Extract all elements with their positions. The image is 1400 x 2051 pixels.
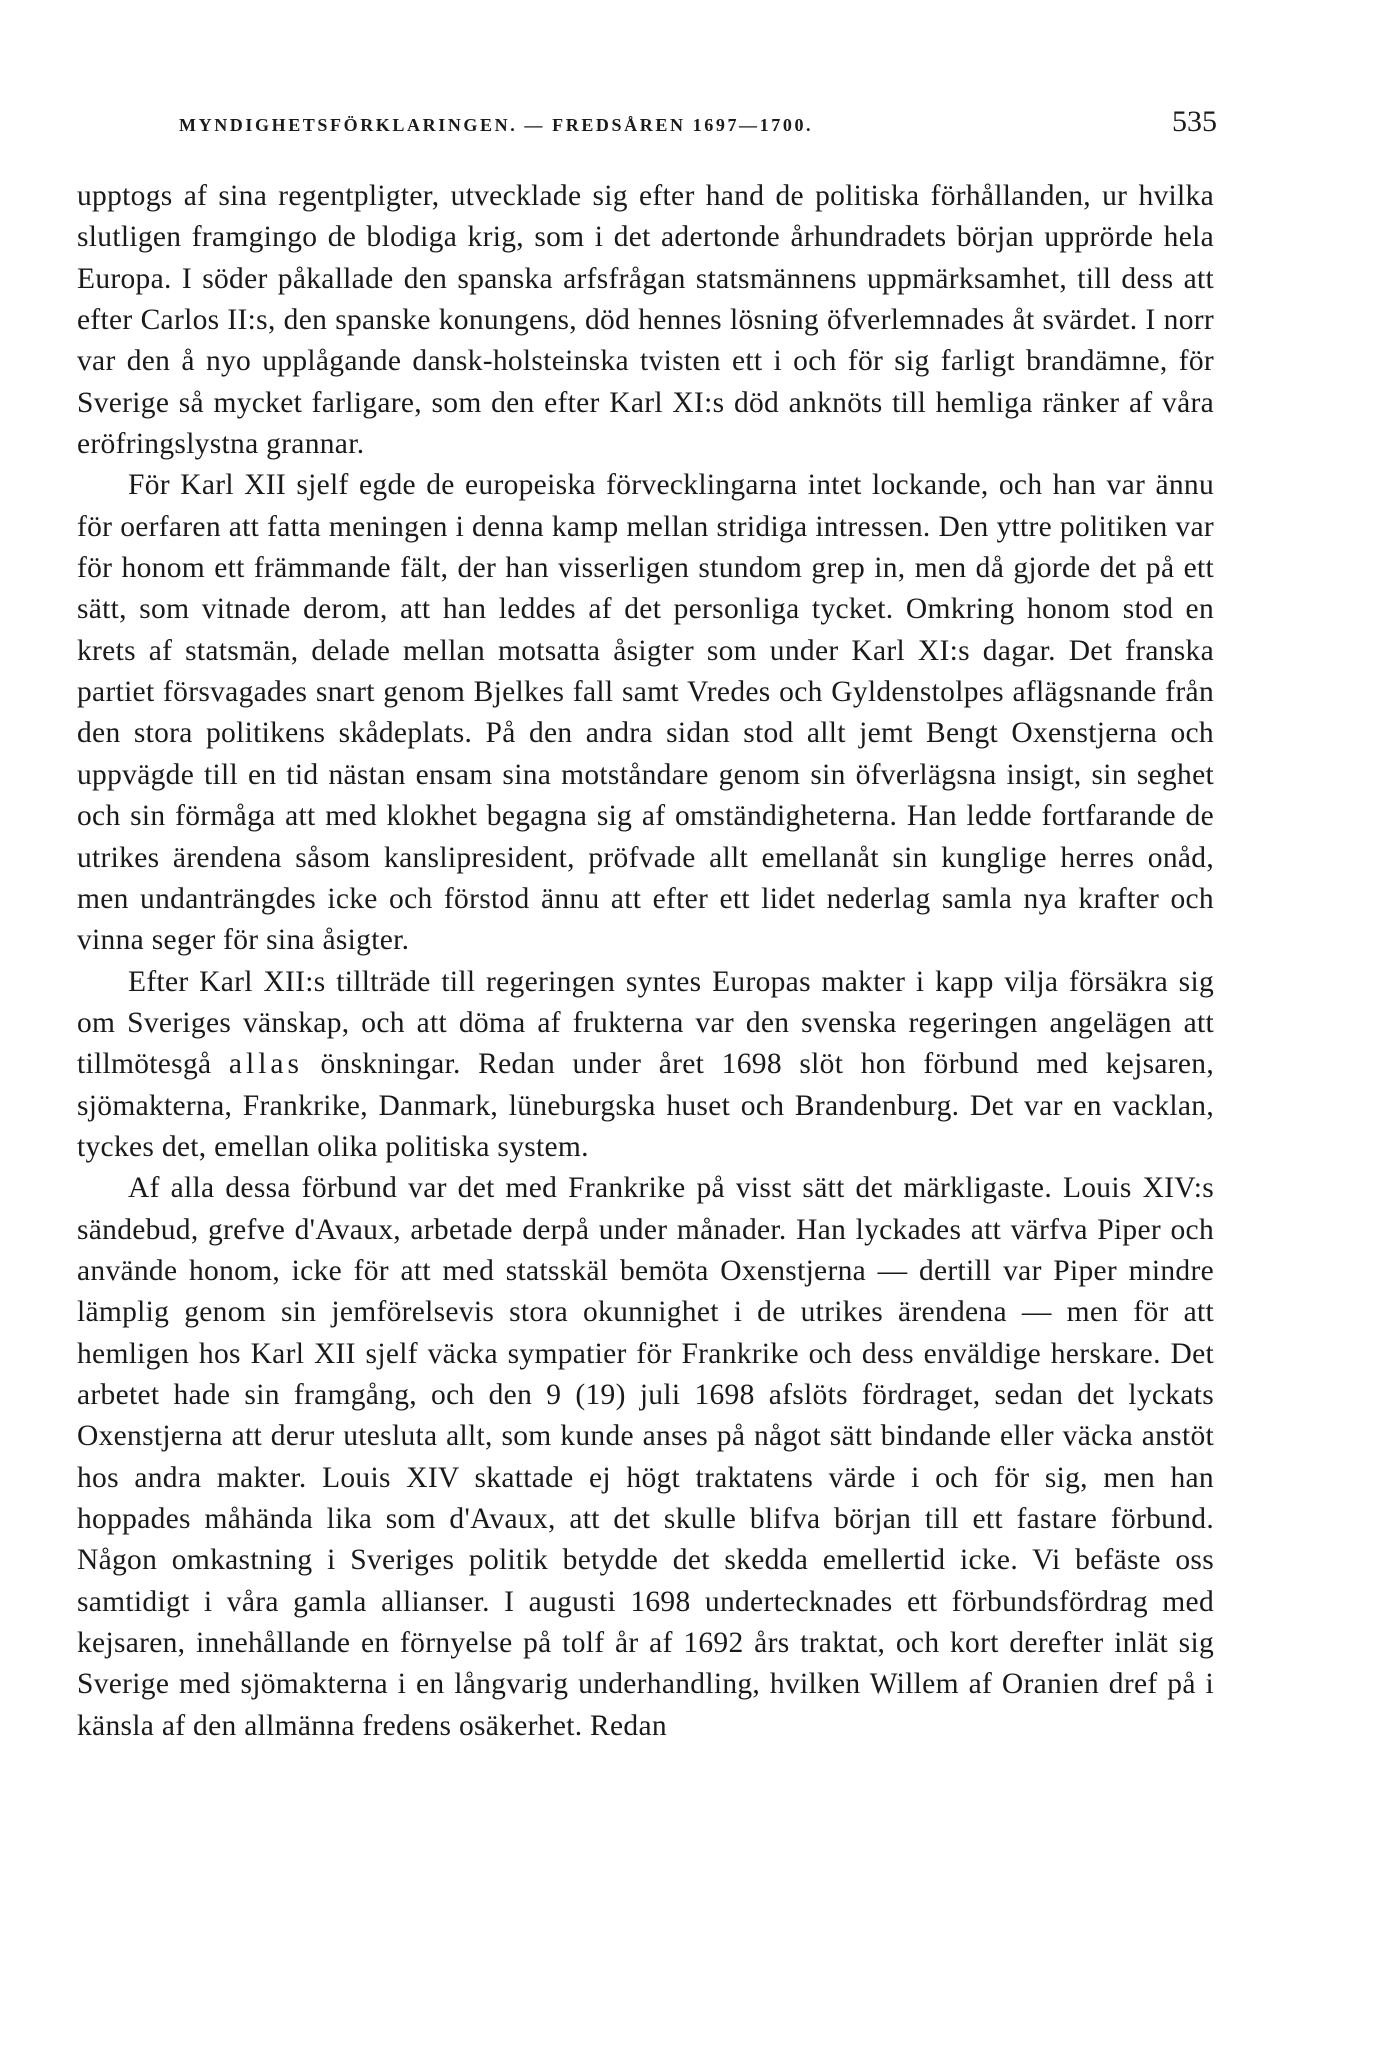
page-number: 535 bbox=[1172, 105, 1217, 138]
running-head bbox=[145, 103, 1217, 143]
running-title: MYNDIGHETSFÖRKLARINGEN. — FREDSÅREN 1697—1700. bbox=[179, 115, 814, 135]
paragraph-3 bbox=[77, 962, 1214, 1169]
emphasized-word: allas bbox=[228, 1048, 303, 1081]
body-text bbox=[77, 176, 1214, 1747]
paragraph-2: För Karl XII sjelf egde de europeiska förvecklingarna intet lockande, och han var ännu för oerfaren att fatta meningen i denna kamp mellan stridiga intressen. Den yttre politiken var för honom ett främmande fält, der han visserligen stundom grep in, men då gjorde det på ett sätt, som vitnade derom, att han leddes af det personliga tycket. Omkring honom stod en krets af statsmän, delade mellan motsatta åsigter som under Karl XI:s dagar. Det franska partiet försvagades snart genom Bjelkes fall samt Vredes och Gyldenstolpes aflägsnande från den stora politikens skådeplats. På den andra sidan stod allt jemt Bengt Oxenstjerna och uppvägde till en tid nästan ensam sina motståndare genom sin öfverlägsna insigt, sin seghet och sin förmåga att med klokhet begagna sig af omständigheterna. Han ledde fortfarande de utrikes ärendena såsom kanslipresident, pröfvade allt emellanåt sin kunglige herres onåd, men undanträngdes icke och förstod ännu att efter ett lidet nederlag samla nya krafter och vinna seger för sina åsigter. bbox=[77, 469, 1214, 957]
paragraph-4: Af alla dessa förbund var det med Frankrike på visst sätt det märkligaste. Louis XIV:s sändebud, grefve d'Avaux, arbetade derpå under månader. Han lyckades att värfva Piper och använde honom, icke för att med statsskäl bemöta Oxenstjerna — dertill var Piper mindre lämplig genom sin jemförelsevis stora okunnighet i de utrikes ärendena — men för att hemligen hos Karl XII sjelf väcka sympatier för Frankrike och dess enväldige herskare. Det arbetet hade sin framgång, och den 9 (19) juli 1698 afslöts fördraget, sedan det lyckats Oxenstjerna att derur utesluta allt, som kunde anses på något sätt bindande eller väcka anstöt hos andra makter. Louis XIV skattade ej högt traktatens värde i och för sig, men han hoppades måhända lika som d'Avaux, att det skulle blifva början till ett fastare förbund. Någon omkastning i Sveriges politik betydde det skedda emellertid icke. Vi befäste oss samtidigt i våra gamla allianser. I augusti 1698 undertecknades ett förbundsfördrag med kejsaren, innehållande en förnyelse på tolf år af 1692 års traktat, och kort derefter inlät sig Sverige med sjömakterna i en långvarig underhandling, hvilken Willem af Oranien dref på i känsla af den allmänna fredens osäkerhet. Redan bbox=[77, 1172, 1214, 1742]
paragraph-3-text-after: önskningar. Redan under året 1698 slöt hon förbund med kejsaren, sjömakterna, Frankrike, Danmark, lüneburgska huset och Brandenburg. Det var en vacklan, tyckes det, emellan olika politiska system. bbox=[77, 1048, 1214, 1163]
paragraph-1: upptogs af sina regentpligter, utvecklade sig efter hand de politiska förhållanden, ur hvilka slutligen framgingo de blodiga krig, som i det adertonde århundradets början upprörde hela Europa. I söder påkallade den spanska arfsfrågan statsmännens uppmärksamhet, till dess att efter Carlos II:s, den spanske konungens, död hennes lösning öfverlemnades åt svärdet. I norr var den å nyo upplågande dansk-holsteinska tvisten ett i och för sig farligt brandämne, för Sverige så mycket farligare, som den efter Karl XI:s död anknöts till hemliga ränker af våra eröfringslystna grannar. bbox=[77, 180, 1214, 461]
paragraph-3-text-before: Efter Karl XII:s tillträde till regeringen syntes Europas makter i kapp vilja försäkra sig om Sveriges vänskap, och att döma af frukterna var den svenska regeringen angelägen att tillmötesgå bbox=[77, 965, 1214, 1081]
